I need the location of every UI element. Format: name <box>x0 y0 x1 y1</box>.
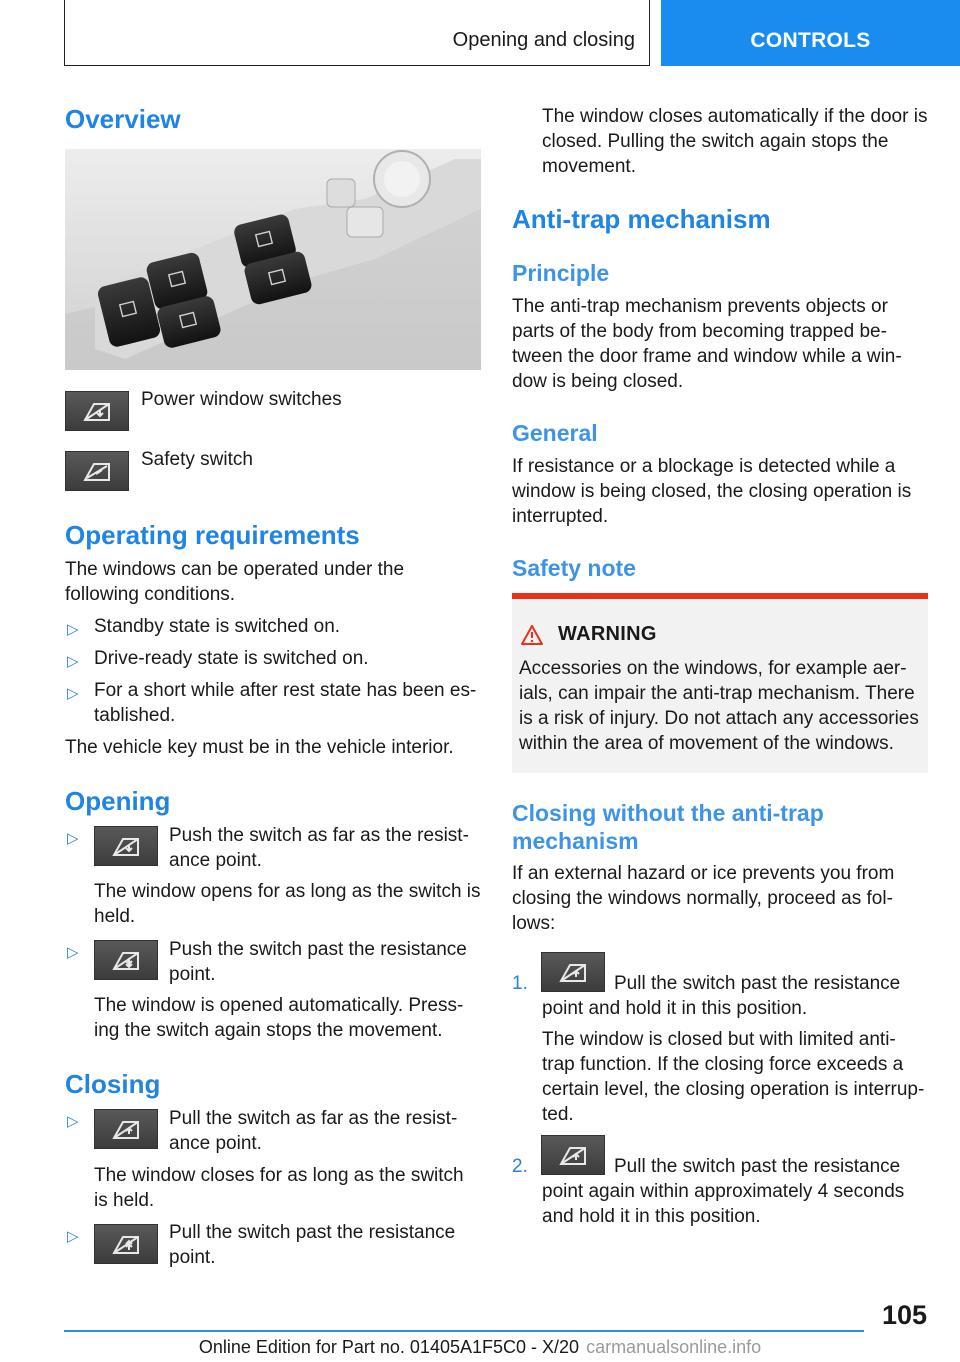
warning-title-row <box>520 623 657 646</box>
footer-edition <box>0 1337 960 1358</box>
door-panel-illustration <box>65 149 481 370</box>
triangle-bullet-icon: ▷ <box>67 685 79 702</box>
closing-step-lead: Pull the switch as far as the resistance point. <box>169 1108 458 1154</box>
step-lead: Pull the switch past the resistance point again within approximately 4 seconds and hold it in this position. <box>542 1156 905 1227</box>
closing-without-intro: If an external hazard or ice prevents you from closing the windows normally, proceed as follows: <box>512 863 895 934</box>
general-heading: General <box>512 420 598 446</box>
opening-step-detail: The window is opened automatically. Pressing the switch again stops the movement. <box>94 995 464 1041</box>
triangle-bullet-icon: ▷ <box>67 621 79 638</box>
header-section-title: Opening and closing <box>452 29 635 51</box>
header-chapter-tab[interactable] <box>661 0 960 66</box>
anti-trap-heading: Anti-trap mechanism <box>512 204 771 234</box>
requirement-item: Standby state is switched on. <box>94 616 341 637</box>
closing-step-lead: Pull the switch past the resistance point. <box>169 1222 456 1268</box>
step-detail: The window is closed but with limited anti-trap function. If the closing force exceeds a certain level, the closing operation is interrupted. <box>542 1029 925 1125</box>
closing-heading: Closing <box>65 1069 161 1099</box>
step-number: 1. <box>512 973 528 994</box>
principle-text: The anti-trap mechanism prevents objects or parts of the body from becoming trapped between the door frame and window while a window is being closed. <box>512 296 902 392</box>
page-number: 105 <box>881 1300 927 1330</box>
operating-requirements-heading: Operating requirements <box>65 520 360 550</box>
warning-box <box>512 593 928 773</box>
pull-switch-auto-icon <box>94 1224 158 1264</box>
door-switch-panel-image <box>65 149 481 370</box>
safety-note-heading: Safety note <box>512 555 636 581</box>
pull-switch-icon <box>94 1109 158 1149</box>
requirement-item: For a short while after rest state has been established. <box>94 680 477 726</box>
principle-heading: Principle <box>512 260 610 286</box>
step-number: 2. <box>512 1156 528 1177</box>
legend-label-power-window: Power window switches <box>141 389 342 410</box>
general-text: If resistance or a blockage is detected while a window is being closed, the closing operation is interrupted. <box>512 456 912 527</box>
footer-rule <box>64 1330 864 1332</box>
legend-row-power-window <box>65 391 342 431</box>
step-lead: Pull the switch past the resistance point and hold it in this position. <box>542 973 901 1019</box>
legend-row-safety-switch <box>65 451 253 491</box>
triangle-bullet-icon: ▷ <box>67 830 79 847</box>
warning-title: WARNING <box>558 623 657 645</box>
opening-heading: Opening <box>65 786 171 816</box>
overview-heading: Overview <box>65 104 181 134</box>
vehicle-key-note: The vehicle key must be in the vehicle interior. <box>65 737 454 758</box>
legend-label-safety-switch: Safety switch <box>141 449 253 470</box>
triangle-bullet-icon: ▷ <box>67 1113 79 1130</box>
triangle-bullet-icon: ▷ <box>67 944 79 961</box>
requirement-item: Drive-ready state is switched on. <box>94 648 369 669</box>
push-switch-auto-icon <box>94 940 158 980</box>
closing-continued-text: The window closes automatically if the door is closed. Pulling the switch again stops the movement. <box>542 106 928 177</box>
closing-without-anti-trap-heading: Closing without the anti-trap mechanism <box>512 800 824 854</box>
header-section-box <box>64 0 650 66</box>
triangle-bullet-icon: ▷ <box>67 1228 79 1245</box>
opening-step-lead: Push the switch as far as the resistance point. <box>169 825 469 871</box>
triangle-bullet-icon: ▷ <box>67 653 79 670</box>
operating-requirements-intro: The windows can be operated under the following conditions. <box>65 559 405 605</box>
warning-triangle-icon <box>520 624 544 646</box>
footer-edition-text: Online Edition for Part no. 01405A1F5C0 - X/20 <box>198 1337 580 1357</box>
safety-switch-icon <box>65 451 129 491</box>
footer-watermark[interactable]: carmanualsonline.info <box>586 1337 762 1357</box>
opening-step-detail: The window opens for as long as the switch is held. <box>94 881 481 927</box>
closing-step-detail: The window closes for as long as the switch is held. <box>94 1165 464 1211</box>
warning-text: Accessories on the windows, for example aerials, can impair the anti-trap mechanism. There is a risk of injury. Do not attach any accessories within the area of movement of the windows. <box>519 658 919 754</box>
header-chapter-label: CONTROLS <box>750 29 871 52</box>
push-switch-icon <box>94 826 158 866</box>
power-window-switch-icon <box>65 391 129 431</box>
opening-step-lead: Push the switch past the resistance point. <box>169 939 467 985</box>
